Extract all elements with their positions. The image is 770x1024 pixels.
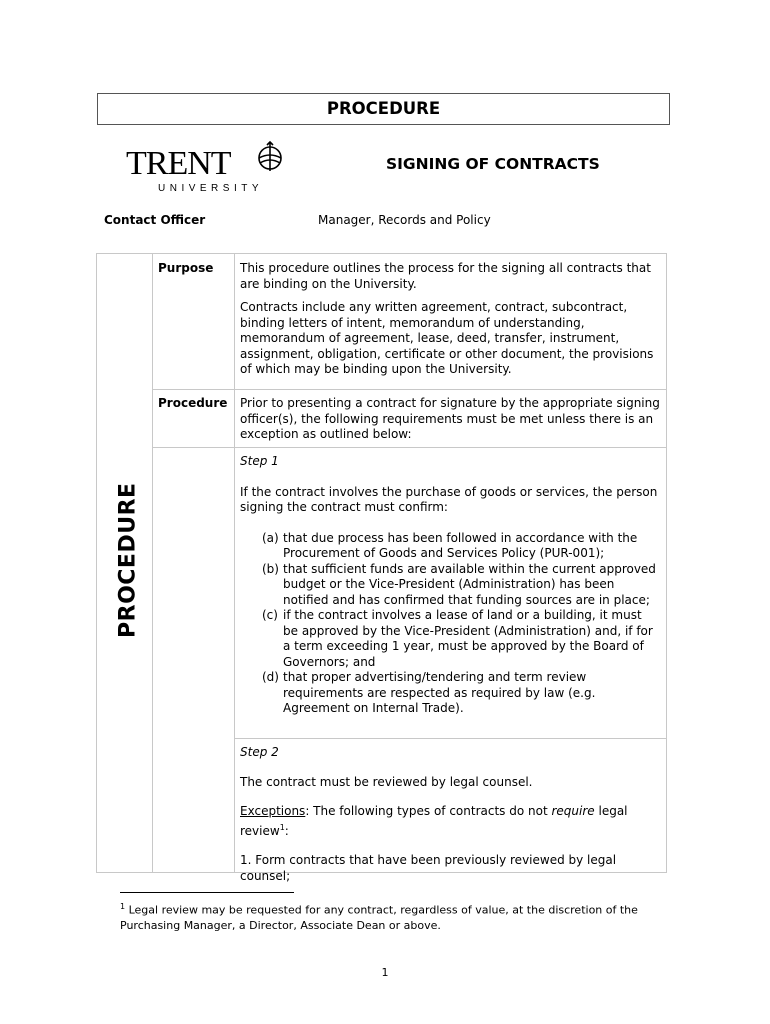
exceptions-paragraph xyxy=(240,804,660,839)
table-border-top xyxy=(96,253,667,254)
list-text: that proper advertising/tendering and term review requirements are respected as required by law (e.g. Agreement on Internal Trade). xyxy=(283,670,596,715)
step-1-heading: Step 1 xyxy=(240,454,279,468)
step-1-intro: If the contract involves the purchase of goods or services, the person signing the contract must confirm: xyxy=(240,484,658,514)
list-marker: (b) xyxy=(262,561,279,576)
exceptions-text: : xyxy=(284,823,289,838)
step-1-list xyxy=(240,531,660,717)
table-divider xyxy=(152,253,153,873)
list-text: that due process has been followed in accordance with the Procurement of Goods and Services Policy (PUR-001); xyxy=(283,530,638,560)
table-divider xyxy=(234,253,235,873)
step-2-text: The contract must be reviewed by legal counsel. xyxy=(240,774,533,789)
purpose-paragraph: Contracts include any written agreement, contract, subcontract, binding letters of intent, memorandum of understanding, memorandum of agreement, lease, deed, transfer, instrument, assignment, obligation, certificate or other document, the provisions of which may be binding upon the University. xyxy=(240,300,654,376)
footnote-reference[interactable]: 1 xyxy=(279,822,285,832)
purpose-label: Purpose xyxy=(158,261,214,275)
list-marker: (a) xyxy=(262,530,279,545)
list-marker: (c) xyxy=(262,608,278,622)
procedure-intro: Prior to presenting a contract for signature by the appropriate signing officer(s), the following requirements must be met unless there is an exception as outlined below: xyxy=(240,396,660,441)
exception-item: 1. Form contracts that have been previously reviewed by legal counsel; xyxy=(240,853,617,883)
list-text: that sufficient funds are available within the current approved budget or the Vice-President (Administration) has been notified and has confirmed that funding sources are in place; xyxy=(283,561,656,607)
contact-officer-value: Manager, Records and Policy xyxy=(318,213,491,227)
step-2-cell xyxy=(240,745,660,884)
footnote xyxy=(120,899,660,933)
document-subtitle: SIGNING OF CONTRACTS xyxy=(386,155,600,173)
purpose-cell xyxy=(240,261,660,378)
footnote-separator xyxy=(120,892,294,893)
contact-officer-label: Contact Officer xyxy=(104,213,206,227)
list-text: if the contract involves a lease of land or a building, it must be approved by the Vice-President (Administration) and, if for a term exceeding 1 year, must be approved by the Board of Governors; and xyxy=(283,608,653,669)
step-1-cell xyxy=(240,454,660,717)
list-item xyxy=(262,670,660,717)
footnote-text: Legal review may be requested for any contract, regardless of value, at the discretion of the Purchasing Manager, a Director, Associate Dean or above. xyxy=(120,903,638,932)
exceptions-label: Exceptions xyxy=(240,804,306,818)
exceptions-emphasis: require xyxy=(551,804,595,818)
table-divider xyxy=(234,738,667,739)
logo-wordmark: TRENT xyxy=(126,145,231,182)
document-type-title: PROCEDURE xyxy=(97,93,670,125)
footnote-marker: 1 xyxy=(120,902,126,911)
page-number: 1 xyxy=(381,966,389,979)
exceptions-text: legal review xyxy=(240,804,628,838)
procedure-label: Procedure xyxy=(158,396,228,410)
list-marker: (d) xyxy=(262,670,279,684)
trent-university-logo xyxy=(124,140,294,195)
table-border-right xyxy=(666,253,667,873)
logo-tagline: UNIVERSITY xyxy=(158,183,264,194)
list-item xyxy=(262,531,660,562)
list-item xyxy=(262,608,660,670)
list-item xyxy=(262,562,660,609)
step-2-heading: Step 2 xyxy=(240,745,279,759)
section-side-label: PROCEDURE xyxy=(115,482,141,638)
table-border-left xyxy=(96,253,97,873)
exceptions-text: : The following types of contracts do not xyxy=(305,804,552,818)
purpose-paragraph: This procedure outlines the process for the signing all contracts that are binding on the University. xyxy=(240,261,651,291)
table-divider xyxy=(152,389,667,390)
table-divider xyxy=(152,447,667,448)
trent-university-crest-icon xyxy=(124,140,294,195)
